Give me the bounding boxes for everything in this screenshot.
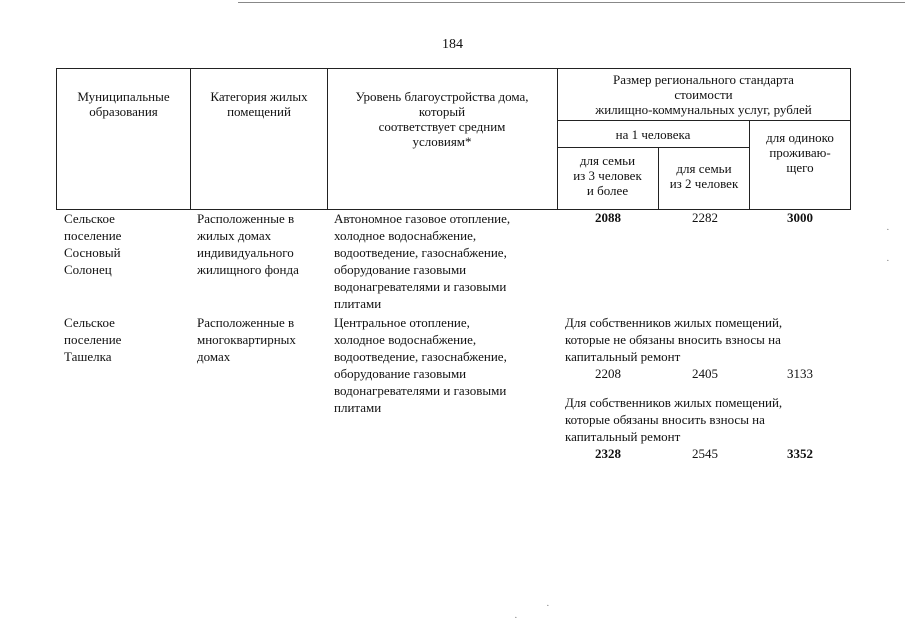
- text-line: оборудование газовыми: [334, 262, 467, 277]
- top-scan-line: [238, 2, 905, 3]
- text-line: Центральное отопление,: [334, 315, 470, 330]
- text-line: Солонец: [64, 262, 112, 277]
- scan-speck: ·: [886, 224, 890, 236]
- row2-note-obliged: [565, 394, 782, 445]
- header-single: [750, 130, 850, 175]
- text-line: жилых домах: [197, 228, 272, 243]
- text-line: Автономное газовое отопление,: [334, 211, 511, 226]
- text-line: капитальный ремонт: [565, 429, 681, 444]
- row2-category: [197, 314, 296, 365]
- text-line: Сельское: [64, 315, 115, 330]
- scan-speck: ·: [514, 612, 518, 624]
- page-number: 184: [442, 37, 463, 52]
- text-line: Для собственников жилых помещений,: [565, 395, 783, 410]
- row1-value-single: 3000: [787, 210, 813, 225]
- header-family3-line: и более: [586, 183, 629, 198]
- divider: [557, 147, 749, 148]
- header-single-line: щего: [786, 160, 814, 175]
- text-line: домах: [197, 349, 231, 364]
- header-size-line: Размер регионального стандарта стоимости: [613, 72, 794, 102]
- row2-group2-single: 3352: [787, 446, 813, 461]
- text-line: капитальный ремонт: [565, 349, 681, 364]
- header-level-line: соответствует средним условиям*: [378, 119, 506, 149]
- text-line: многоквартирных: [197, 332, 296, 347]
- row2-note-not-obliged: [565, 314, 782, 365]
- divider: [327, 69, 328, 210]
- scan-speck: ·: [546, 600, 550, 612]
- row2-level: [334, 314, 507, 416]
- table-header: [56, 68, 851, 210]
- text-line: водоотведение, газоснабжение,: [334, 349, 507, 364]
- header-family3-line: из 3 человек: [573, 168, 642, 183]
- text-line: Сельское: [64, 211, 115, 226]
- header-family3: [557, 153, 658, 198]
- row1-value-family2: 2282: [692, 210, 718, 225]
- text-line: которые обязаны вносить взносы на: [565, 412, 765, 427]
- text-line: которые не обязаны вносить взносы на: [565, 332, 781, 347]
- text-line: водонагревателями и газовыми: [334, 279, 507, 294]
- header-family2-line: для семьи: [676, 161, 732, 176]
- text-line: водоотведение, газоснабжение,: [334, 245, 507, 260]
- text-line: Ташелка: [64, 349, 112, 364]
- row2-group2-family3: 2328: [595, 446, 621, 461]
- header-per-person: на 1 человека: [615, 127, 691, 142]
- header-municipal: Муниципальные образования: [77, 89, 170, 119]
- scan-speck: ·: [886, 255, 890, 267]
- row1-level: [334, 210, 510, 312]
- header-family2: [659, 161, 749, 191]
- text-line: Расположенные в: [197, 315, 295, 330]
- row2-group1-family2: 2405: [692, 366, 718, 381]
- text-line: поселение: [64, 228, 122, 243]
- text-line: Расположенные в: [197, 211, 295, 226]
- row1-category: [197, 210, 299, 278]
- row2-group1-single: 3133: [787, 366, 813, 381]
- text-line: плитами: [334, 400, 382, 415]
- divider: [190, 69, 191, 210]
- header-family2-line: из 2 человек: [669, 176, 739, 191]
- header-single-line: проживаю-: [769, 145, 831, 160]
- divider: [557, 120, 850, 121]
- row1-value-family3: 2088: [595, 210, 621, 225]
- header-single-line: для одиноко: [766, 130, 834, 145]
- text-line: холодное водоснабжение,: [334, 332, 477, 347]
- text-line: холодное водоснабжение,: [334, 228, 477, 243]
- text-line: поселение: [64, 332, 122, 347]
- text-line: Сосновый: [64, 245, 121, 260]
- header-level-line: Уровень благоустройства дома, который: [355, 89, 529, 119]
- text-line: индивидуального: [197, 245, 294, 260]
- row2-group1-family3: 2208: [595, 366, 621, 381]
- text-line: Для собственников жилых помещений,: [565, 315, 783, 330]
- row2-group2-family2: 2545: [692, 446, 718, 461]
- header-size: [562, 72, 845, 117]
- header-level: [332, 89, 552, 149]
- text-line: водонагревателями и газовыми: [334, 383, 507, 398]
- header-size-line: жилищно-коммунальных услуг, рублей: [595, 102, 812, 117]
- text-line: плитами: [334, 296, 382, 311]
- text-line: оборудование газовыми: [334, 366, 467, 381]
- header-family3-line: для семьи: [579, 153, 636, 168]
- text-line: жилищного фонда: [197, 262, 299, 277]
- row1-municipal: [64, 210, 121, 278]
- row2-municipal: [64, 314, 121, 365]
- header-category: Категория жилых помещений: [210, 89, 308, 119]
